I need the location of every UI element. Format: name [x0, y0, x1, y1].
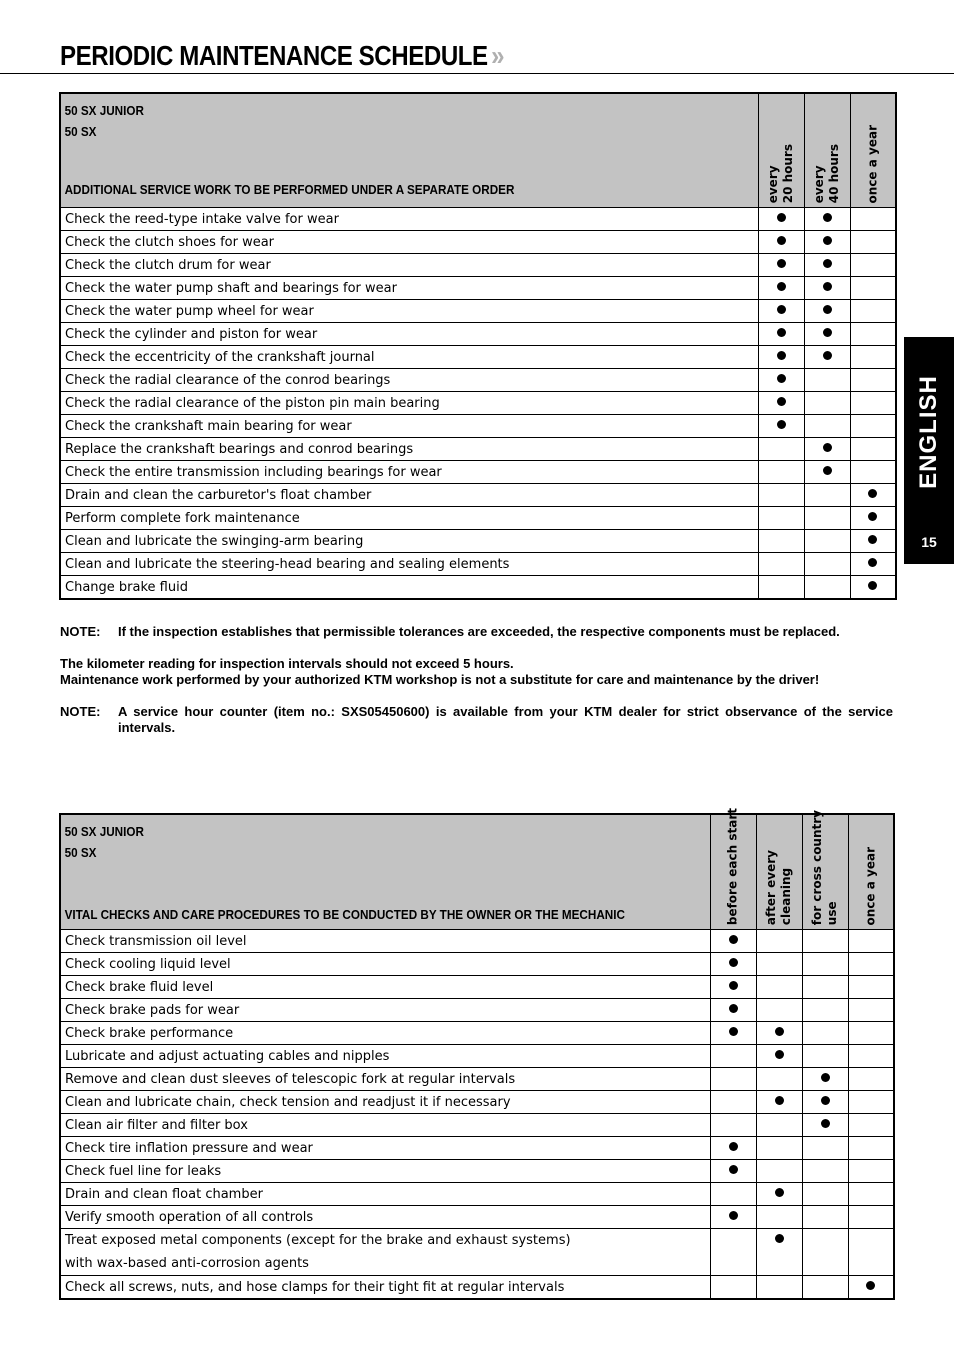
interval-cell: [710, 1091, 756, 1114]
interval-cell: [758, 576, 804, 600]
interval-cell: [848, 1022, 894, 1045]
interval-cell: [758, 346, 804, 369]
bullet-dot-icon: [777, 259, 786, 268]
interval-cell: [804, 530, 850, 553]
interval-cell: [848, 1276, 894, 1300]
table2-column-header: after every cleaning: [756, 814, 802, 930]
interval-cell: [850, 208, 896, 231]
table-row: [60, 438, 896, 461]
interval-cell: [848, 1045, 894, 1068]
interval-cell: [850, 300, 896, 323]
page-title: [60, 40, 504, 72]
table-row: [60, 953, 894, 976]
table-row: [60, 323, 896, 346]
interval-cell: [804, 346, 850, 369]
interval-cell: [758, 300, 804, 323]
task-cell: Drain and clean float chamber: [60, 1183, 710, 1206]
table-row: [60, 1068, 894, 1091]
bullet-dot-icon: [775, 1027, 784, 1036]
interval-cell: [850, 254, 896, 277]
interval-cell: [710, 1183, 756, 1206]
interval-paragraph-line1: The kilometer reading for inspection intervals should not exceed 5 hours.: [60, 656, 514, 671]
bullet-dot-icon: [777, 282, 786, 291]
table-row: [60, 254, 896, 277]
bullet-dot-icon: [729, 1165, 738, 1174]
interval-cell: [850, 461, 896, 484]
interval-cell: [758, 277, 804, 300]
bullet-dot-icon: [775, 1234, 784, 1243]
interval-cell: [802, 1114, 848, 1137]
interval-cell: [758, 438, 804, 461]
interval-cell: [710, 1045, 756, 1068]
task-cell: Check cooling liquid level: [60, 953, 710, 976]
page-title-text: PERIODIC MAINTENANCE SCHEDULE: [60, 40, 488, 71]
table-row: [60, 530, 896, 553]
interval-cell: [758, 553, 804, 576]
interval-cell: [710, 1137, 756, 1160]
interval-cell: [848, 953, 894, 976]
bullet-dot-icon: [777, 351, 786, 360]
interval-cell: [756, 930, 802, 953]
interval-cell: [848, 1114, 894, 1137]
interval-cell: [710, 953, 756, 976]
interval-cell: [848, 1229, 894, 1276]
interval-cell: [756, 1229, 802, 1276]
bullet-dot-icon: [777, 397, 786, 406]
interval-cell: [804, 415, 850, 438]
task-cell: Check the radial clearance of the conrod bearings: [60, 369, 758, 392]
interval-cell: [850, 576, 896, 600]
task-cell: Replace the crankshaft bearings and conrod bearings: [60, 438, 758, 461]
bullet-dot-icon: [823, 305, 832, 314]
interval-cell: [850, 415, 896, 438]
bullet-dot-icon: [777, 305, 786, 314]
table2-column-header: once a year: [848, 814, 894, 930]
task-cell: Check transmission oil level: [60, 930, 710, 953]
table2-column-header: before each start: [710, 814, 756, 930]
table1-column-header: every 20 hours: [758, 93, 804, 208]
interval-cell: [848, 1206, 894, 1229]
interval-cell: [848, 1137, 894, 1160]
task-cell: Check brake pads for wear: [60, 999, 710, 1022]
bullet-dot-icon: [868, 489, 877, 498]
bullet-dot-icon: [821, 1119, 830, 1128]
table-row: [60, 1229, 894, 1276]
task-cell: Check the clutch drum for wear: [60, 254, 758, 277]
interval-cell: [850, 530, 896, 553]
interval-cell: [756, 1114, 802, 1137]
interval-cell: [850, 231, 896, 254]
interval-cell: [804, 553, 850, 576]
table-row: [60, 1160, 894, 1183]
bullet-dot-icon: [729, 1142, 738, 1151]
interval-cell: [710, 1022, 756, 1045]
task-cell: Clean air filter and filter box: [60, 1114, 710, 1137]
bullet-dot-icon: [868, 535, 877, 544]
interval-cell: [710, 1229, 756, 1276]
table-row: [60, 300, 896, 323]
interval-cell: [850, 553, 896, 576]
table-row: [60, 507, 896, 530]
table-row: [60, 1045, 894, 1068]
interval-cell: [802, 1045, 848, 1068]
interval-cell: [804, 254, 850, 277]
interval-cell: [756, 1022, 802, 1045]
bullet-dot-icon: [868, 581, 877, 590]
interval-cell: [802, 1068, 848, 1091]
bullet-dot-icon: [777, 236, 786, 245]
interval-cell: [758, 392, 804, 415]
table1-model-line2: 50 SX: [64, 124, 97, 139]
task-cell: Perform complete fork maintenance: [60, 507, 758, 530]
task-cell: Check brake performance: [60, 1022, 710, 1045]
interval-cell: [804, 392, 850, 415]
interval-cell: [804, 208, 850, 231]
table-row: [60, 576, 896, 600]
table2-model-line1: 50 SX JUNIOR: [64, 824, 144, 839]
note-hour-counter: NOTE: A service hour counter (item no.: SXS05450600) is available from your KTM dealer for strict observance of the service intervals.: [60, 704, 893, 735]
interval-cell: [804, 369, 850, 392]
table-row: [60, 346, 896, 369]
task-cell: Check tire inflation pressure and wear: [60, 1137, 710, 1160]
bullet-dot-icon: [777, 420, 786, 429]
table-row: [60, 1206, 894, 1229]
interval-cell: [758, 484, 804, 507]
task-cell: Verify smooth operation of all controls: [60, 1206, 710, 1229]
task-cell: Check the cylinder and piston for wear: [60, 323, 758, 346]
bullet-dot-icon: [868, 558, 877, 567]
bullet-dot-icon: [777, 213, 786, 222]
task-cell: Check fuel line for leaks: [60, 1160, 710, 1183]
table1-heading: ADDITIONAL SERVICE WORK TO BE PERFORMED UNDER A SEPARATE ORDER: [64, 182, 515, 197]
bullet-dot-icon: [823, 236, 832, 245]
interval-cell: [848, 1068, 894, 1091]
table-row: [60, 1022, 894, 1045]
bullet-dot-icon: [821, 1073, 830, 1082]
bullet-dot-icon: [729, 981, 738, 990]
interval-cell: [804, 484, 850, 507]
interval-cell: [802, 1206, 848, 1229]
interval-cell: [804, 507, 850, 530]
table-row: [60, 369, 896, 392]
bullet-dot-icon: [777, 374, 786, 383]
bullet-dot-icon: [729, 958, 738, 967]
interval-cell: [756, 1091, 802, 1114]
interval-paragraph-line2: Maintenance work performed by your authorized KTM workshop is not a substitute for care and maintenance by the driver!: [60, 672, 820, 687]
table-row: [60, 999, 894, 1022]
interval-cell: [710, 1160, 756, 1183]
interval-cell: [802, 1091, 848, 1114]
table1-column-header: once a year: [850, 93, 896, 208]
interval-cell: [850, 323, 896, 346]
interval-cell: [802, 1229, 848, 1276]
table2-heading: VITAL CHECKS AND CARE PROCEDURES TO BE CONDUCTED BY THE OWNER OR THE MECHANIC: [64, 907, 625, 922]
interval-cell: [802, 953, 848, 976]
task-cell: Lubricate and adjust actuating cables and nipples: [60, 1045, 710, 1068]
page-number: 15: [921, 534, 937, 550]
table-row: [60, 1276, 894, 1300]
bullet-dot-icon: [823, 259, 832, 268]
interval-cell: [756, 953, 802, 976]
table1-header: [60, 93, 758, 208]
table-row: [60, 392, 896, 415]
interval-cell: [710, 930, 756, 953]
task-cell: Check the radial clearance of the piston pin main bearing: [60, 392, 758, 415]
interval-cell: [710, 1068, 756, 1091]
task-cell: Remove and clean dust sleeves of telescopic fork at regular intervals: [60, 1068, 710, 1091]
interval-cell: [758, 323, 804, 346]
bullet-dot-icon: [823, 282, 832, 291]
interval-cell: [758, 254, 804, 277]
interval-cell: [756, 1276, 802, 1300]
interval-cell: [756, 1045, 802, 1068]
interval-cell: [758, 507, 804, 530]
bullet-dot-icon: [775, 1096, 784, 1105]
vital-checks-table: [59, 807, 895, 1300]
interval-cell: [848, 999, 894, 1022]
task-cell: Check the entire transmission including bearings for wear: [60, 461, 758, 484]
bullet-dot-icon: [823, 213, 832, 222]
interval-cell: [848, 1183, 894, 1206]
interval-cell: [802, 1183, 848, 1206]
table-row: [60, 484, 896, 507]
interval-cell: [848, 976, 894, 999]
interval-cell: [756, 976, 802, 999]
interval-cell: [804, 438, 850, 461]
table2-model-line2: 50 SX: [64, 845, 97, 860]
interval-cell: [802, 1022, 848, 1045]
note-tolerances: NOTE: If the inspection establishes that permissible tolerances are exceeded, the respective components must be replaced.: [60, 624, 840, 639]
interval-cell: [802, 1276, 848, 1300]
task-cell: Clean and lubricate the steering-head bearing and sealing elements: [60, 553, 758, 576]
table-row: [60, 553, 896, 576]
table-row: [60, 208, 896, 231]
interval-cell: [758, 415, 804, 438]
interval-cell: [758, 231, 804, 254]
bullet-dot-icon: [777, 328, 786, 337]
task-cell: Treat exposed metal components (except for the brake and exhaust systems) with wax-based anti-corrosion agents: [60, 1229, 710, 1276]
interval-cell: [804, 300, 850, 323]
interval-cell: [802, 1160, 848, 1183]
language-tab-label: ENGLISH: [915, 375, 942, 489]
bullet-dot-icon: [729, 935, 738, 944]
interval-cell: [848, 1091, 894, 1114]
table-row: [60, 415, 896, 438]
task-cell: Check the water pump wheel for wear: [60, 300, 758, 323]
interval-cell: [802, 1137, 848, 1160]
interval-cell: [850, 484, 896, 507]
task-cell: Clean and lubricate the swinging-arm bearing: [60, 530, 758, 553]
additional-service-table: [59, 92, 897, 600]
interval-cell: [804, 231, 850, 254]
task-cell: Check all screws, nuts, and hose clamps for their tight fit at regular intervals: [60, 1276, 710, 1300]
bullet-dot-icon: [868, 512, 877, 521]
interval-cell: [710, 1114, 756, 1137]
bullet-dot-icon: [729, 1211, 738, 1220]
bullet-dot-icon: [823, 351, 832, 360]
table1-column-header: every 40 hours: [804, 93, 850, 208]
task-cell: Check the crankshaft main bearing for wear: [60, 415, 758, 438]
interval-cell: [848, 1160, 894, 1183]
bullet-dot-icon: [775, 1188, 784, 1197]
interval-cell: [850, 438, 896, 461]
interval-cell: [802, 976, 848, 999]
interval-cell: [758, 530, 804, 553]
table-row: [60, 930, 894, 953]
interval-cell: [804, 461, 850, 484]
bullet-dot-icon: [729, 1027, 738, 1036]
interval-cell: [710, 999, 756, 1022]
bullet-dot-icon: [823, 466, 832, 475]
table-row: [60, 277, 896, 300]
task-cell: Drain and clean the carburetor's float chamber: [60, 484, 758, 507]
interval-cell: [804, 277, 850, 300]
table-row: [60, 461, 896, 484]
title-chevron-icon: »: [491, 40, 505, 71]
interval-cell: [758, 369, 804, 392]
task-cell: Check brake fluid level: [60, 976, 710, 999]
table-row: [60, 1137, 894, 1160]
bullet-dot-icon: [823, 443, 832, 452]
interval-cell: [756, 999, 802, 1022]
task-cell: Check the clutch shoes for wear: [60, 231, 758, 254]
interval-cell: [848, 930, 894, 953]
notes-block: [60, 624, 893, 736]
interval-cell: [756, 1137, 802, 1160]
interval-cell: [802, 930, 848, 953]
bullet-dot-icon: [729, 1004, 738, 1013]
interval-cell: [710, 1276, 756, 1300]
interval-cell: [850, 507, 896, 530]
table-row: [60, 976, 894, 999]
interval-cell: [756, 1183, 802, 1206]
table-row: [60, 1114, 894, 1137]
interval-cell: [758, 208, 804, 231]
interval-cell: [710, 1206, 756, 1229]
table-row: [60, 1183, 894, 1206]
task-cell: Clean and lubricate chain, check tension and readjust it if necessary: [60, 1091, 710, 1114]
table2-column-header: for cross country use: [802, 814, 848, 930]
task-cell: Check the eccentricity of the crankshaft journal: [60, 346, 758, 369]
table-row: [60, 231, 896, 254]
bullet-dot-icon: [775, 1050, 784, 1059]
title-rule: [0, 73, 954, 74]
interval-cell: [850, 369, 896, 392]
interval-cell: [804, 576, 850, 600]
interval-cell: [710, 976, 756, 999]
interval-cell: [850, 346, 896, 369]
interval-cell: [850, 277, 896, 300]
bullet-dot-icon: [823, 328, 832, 337]
table2-header: [60, 814, 710, 930]
task-cell: Change brake fluid: [60, 576, 758, 600]
task-cell: Check the reed-type intake valve for wear: [60, 208, 758, 231]
bullet-dot-icon: [866, 1281, 875, 1290]
table-row: [60, 1091, 894, 1114]
interval-cell: [850, 392, 896, 415]
interval-cell: [756, 1160, 802, 1183]
language-tab: [904, 337, 954, 564]
interval-cell: [802, 999, 848, 1022]
bullet-dot-icon: [821, 1096, 830, 1105]
task-cell: Check the water pump shaft and bearings for wear: [60, 277, 758, 300]
table1-model-line1: 50 SX JUNIOR: [64, 103, 144, 118]
interval-cell: [756, 1068, 802, 1091]
interval-cell: [804, 323, 850, 346]
interval-cell: [756, 1206, 802, 1229]
interval-cell: [758, 461, 804, 484]
